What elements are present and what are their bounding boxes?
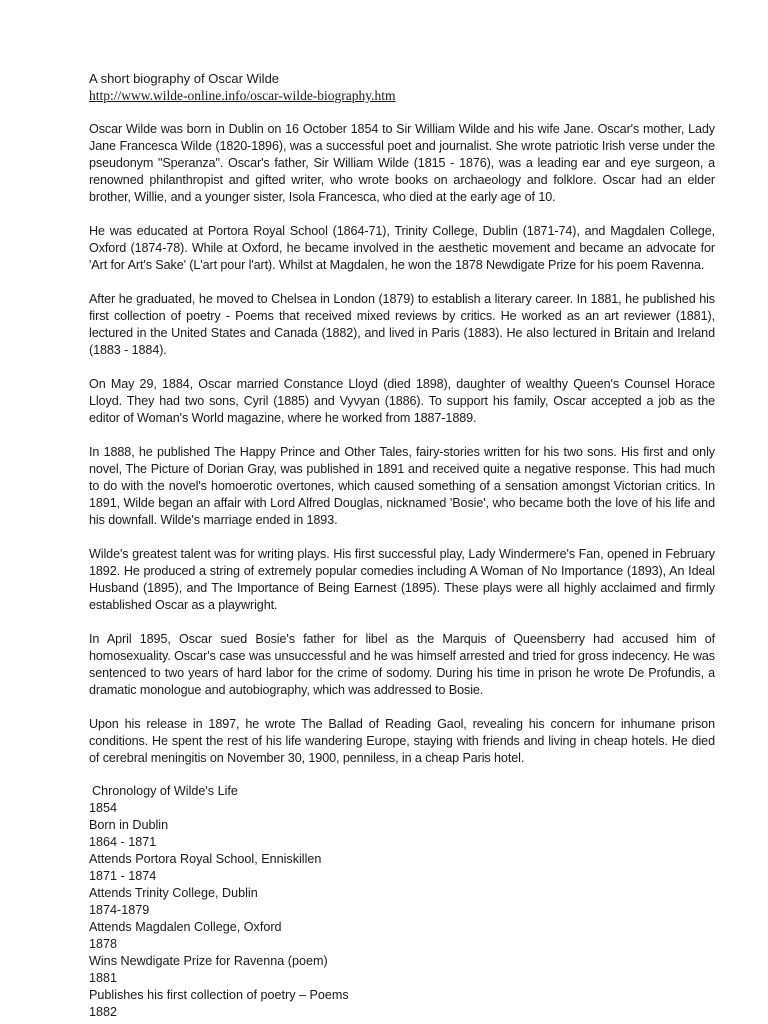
- chronology-item: Attends Magdalen College, Oxford: [89, 920, 282, 934]
- chronology-item: 1881: [89, 971, 118, 985]
- document-page: [89, 70, 715, 1021]
- chronology-item: Wins Newdigate Prize for Ravenna (poem): [89, 954, 328, 968]
- chronology-item: Publishes his first collection of poetry – Poems: [89, 988, 349, 1002]
- paragraph-novel: In 1888, he published The Happy Prince and Other Tales, fairy-stories written for his two sons. His first and only novel, The Picture of Dorian Gray, was published in 1891 and received quite a negative response. This had much to do with the novel's homoerotic overtones, which caused something of a sensation amongst Victorian critics. In 1891, Wilde began an affair with Lord Alfred Douglas, nicknamed 'Bosie', who became both the love of his life and his downfall. Wilde's marriage ended in 1893.: [89, 445, 715, 527]
- source-url-link[interactable]: http://www.wilde-online.info/oscar-wilde-biography.htm: [89, 88, 396, 103]
- chronology-list: [89, 800, 715, 1021]
- paragraph-trial: In April 1895, Oscar sued Bosie's father for libel as the Marquis of Queensberry had accused him of homosexuality. Oscar's case was unsuccessful and he was himself arrested and tried for gross indecency. He was sentenced to two years of hard labor for the crime of sodomy. During his time in prison he wrote De Profundis, a dramatic monologue and autobiography, which was addressed to Bosie.: [89, 632, 715, 697]
- paragraph-early-life: Oscar Wilde was born in Dublin on 16 October 1854 to Sir William Wilde and his wife Jane. Oscar's mother, Lady Jane Francesca Wilde (1820-1896), was a successful poet and journalist. She wrote patriotic Irish verse under the pseudonym "Speranza". Oscar's father, Sir William Wilde (1815 - 1876), was a leading ear and eye surgeon, a renowned philanthropist and gifted writer, who wrote books on archaeology and folklore. Oscar had an elder brother, Willie, and a younger sister, Isola Francesca, who died at the early age of 10.: [89, 122, 715, 204]
- paragraph-career-start: After he graduated, he moved to Chelsea in London (1879) to establish a literary career. In 1881, he published his first collection of poetry - Poems that received mixed reviews by critics. He worked as an art reviewer (1881), lectured in the United States and Canada (1882), and lived in Paris (1883). He also lectured in Britain and Ireland (1883 - 1884).: [89, 292, 715, 357]
- paragraph-education: He was educated at Portora Royal School (1864-71), Trinity College, Dublin (1871-74), and Magdalen College, Oxford (1874-78). While at Oxford, he became involved in the aesthetic movement and became an advocate for 'Art for Art's Sake' (L'art pour l'art). Whilst at Magdalen, he won the 1878 Newdigate Prize for his poem Ravenna.: [89, 224, 715, 272]
- chronology-item: 1874-1879: [89, 903, 150, 917]
- chronology-item: 1871 - 1874: [89, 869, 157, 883]
- paragraph-death: Upon his release in 1897, he wrote The Ballad of Reading Gaol, revealing his concern for inhumane prison conditions. He spent the rest of his life wandering Europe, staying with friends and living in cheap hotels. He died of cerebral meningitis on November 30, 1900, penniless, in a cheap Paris hotel.: [89, 717, 715, 765]
- chronology-item: 1882: [89, 1005, 118, 1019]
- chronology-item: Born in Dublin: [89, 818, 169, 832]
- chronology-item: 1864 - 1871: [89, 835, 157, 849]
- paragraph-marriage: On May 29, 1884, Oscar married Constance Lloyd (died 1898), daughter of wealthy Queen's Counsel Horace Lloyd. They had two sons, Cyril (1885) and Vyvyan (1886). To support his family, Oscar accepted a job as the editor of Woman's World magazine, where he worked from 1887-1889.: [89, 377, 715, 425]
- chronology-item: Attends Portora Royal School, Enniskillen: [89, 852, 322, 866]
- chronology-item: 1854: [89, 801, 118, 815]
- chronology-item: Attends Trinity College, Dublin: [89, 886, 258, 900]
- chronology-heading: Chronology of Wilde's Life: [92, 784, 238, 798]
- document-title: A short biography of Oscar Wilde: [89, 71, 280, 86]
- chronology-item: 1878: [89, 937, 118, 951]
- paragraph-plays: Wilde's greatest talent was for writing plays. His first successful play, Lady Windermere's Fan, opened in February 1892. He produced a string of extremely popular comedies including A Woman of No Importance (1893), An Ideal Husband (1895), and The Importance of Being Earnest (1895). These plays were all highly acclaimed and firmly established Oscar as a playwright.: [89, 547, 715, 612]
